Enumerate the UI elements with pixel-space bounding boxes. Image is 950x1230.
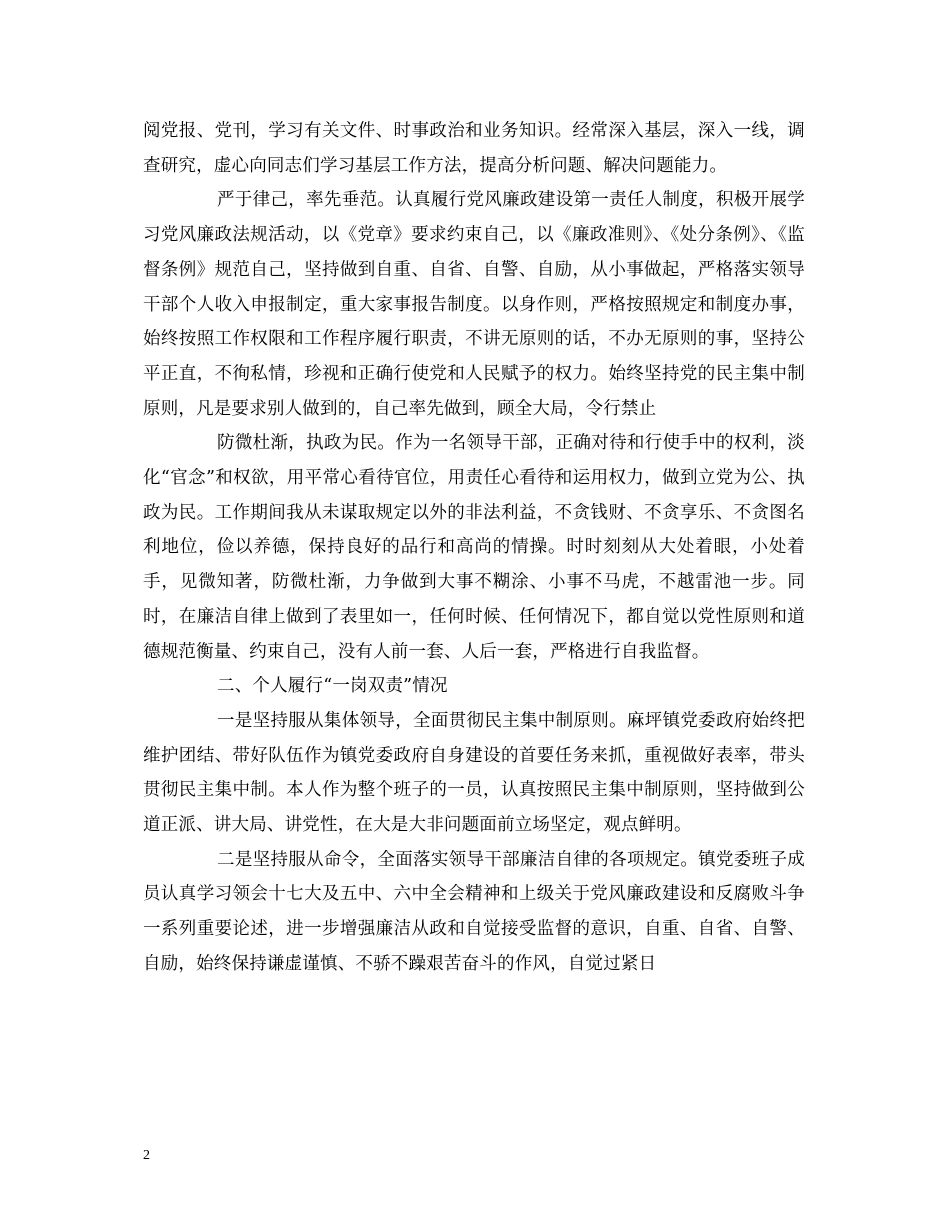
paragraph-continuation: 阅党报、党刊，学习有关文件、时事政治和业务知识。经常深入基层，深入一线，调查研究，虚心向同志们学习基层工作方法，提高分析问题、解决问题能力。 [143,121,805,176]
page-number: 2 [143,1148,150,1163]
paragraph-self-discipline: 严于律己，率先垂范。认真履行党风廉政建设第一责任人制度，积极开展学习党风廉政法规活动，以《党章》要求约束自己，以《廉政准则》、《处分条例》、《监督条例》规范自己，坚持做到自重、自省、自警、自励，从小事做起，严格落实领导干部个人收入申报制定，重大家事报告制度。以身作则，严格按照规定和制度办事，始终按照工作权限和工作程序履行职责，不讲无原则的话，不办无原则的事，坚持公平正直，不徇私情，珍视和正确行使党和人民赋予的权力。始终坚持党的民主集中制原则，凡是要求别人做到的，自己率先做到，顾全大局，令行禁止 [143,190,805,419]
paragraph-prevention: 防微杜渐，执政为民。作为一名领导干部，正确对待和行使手中的权利，淡化“官念”和权欲，用平常心看待官位，用责任心看待和运用权力，做到立党为公、执政为民。工作期间我从未谋取规定以外的非法利益，不贪钱财、不贪享乐、不贪图名利地位，俭以养德，保持良好的品行和高尚的情操。时时刻刻从大处着眼，小处着手，见微知著，防微杜渐，力争做到大事不糊涂、小事不马虎，不越雷池一步。同时，在廉洁自律上做到了表里如一，任何时候、任何情况下，都自觉以党性原则和道德规范衡量、约束自己，没有人前一套、人后一套，严格进行自我监督。 [143,433,805,662]
document-body [143,114,805,982]
section-heading: 二、个人履行“一岗双责”情况 [217,676,448,697]
paragraph-obey-orders: 二是坚持服从命令，全面落实领导干部廉洁自律的各项规定。镇党委班子成员认真学习领会十七大及五中、六中全会精神和上级关于党风廉政建设和反腐败斗争一系列重要论述，进一步增强廉洁从政和自觉接受监督的意识，自重、自省、自警、自励，始终保持谦虚谨慎、不骄不躁艰苦奋斗的作风，自觉过紧日 [143,849,805,974]
paragraph-collective-leadership: 一是坚持服从集体领导，全面贯彻民主集中制原则。麻坪镇党委政府始终把维护团结、带好队伍作为镇党委政府自身建设的首要任务来抓，重视做好表率，带头贯彻民主集中制。本人作为整个班子的一员，认真按照民主集中制原则，坚持做到公道正派、讲大局、讲党性，在大是大非问题面前立场坚定，观点鲜明。 [143,710,805,836]
